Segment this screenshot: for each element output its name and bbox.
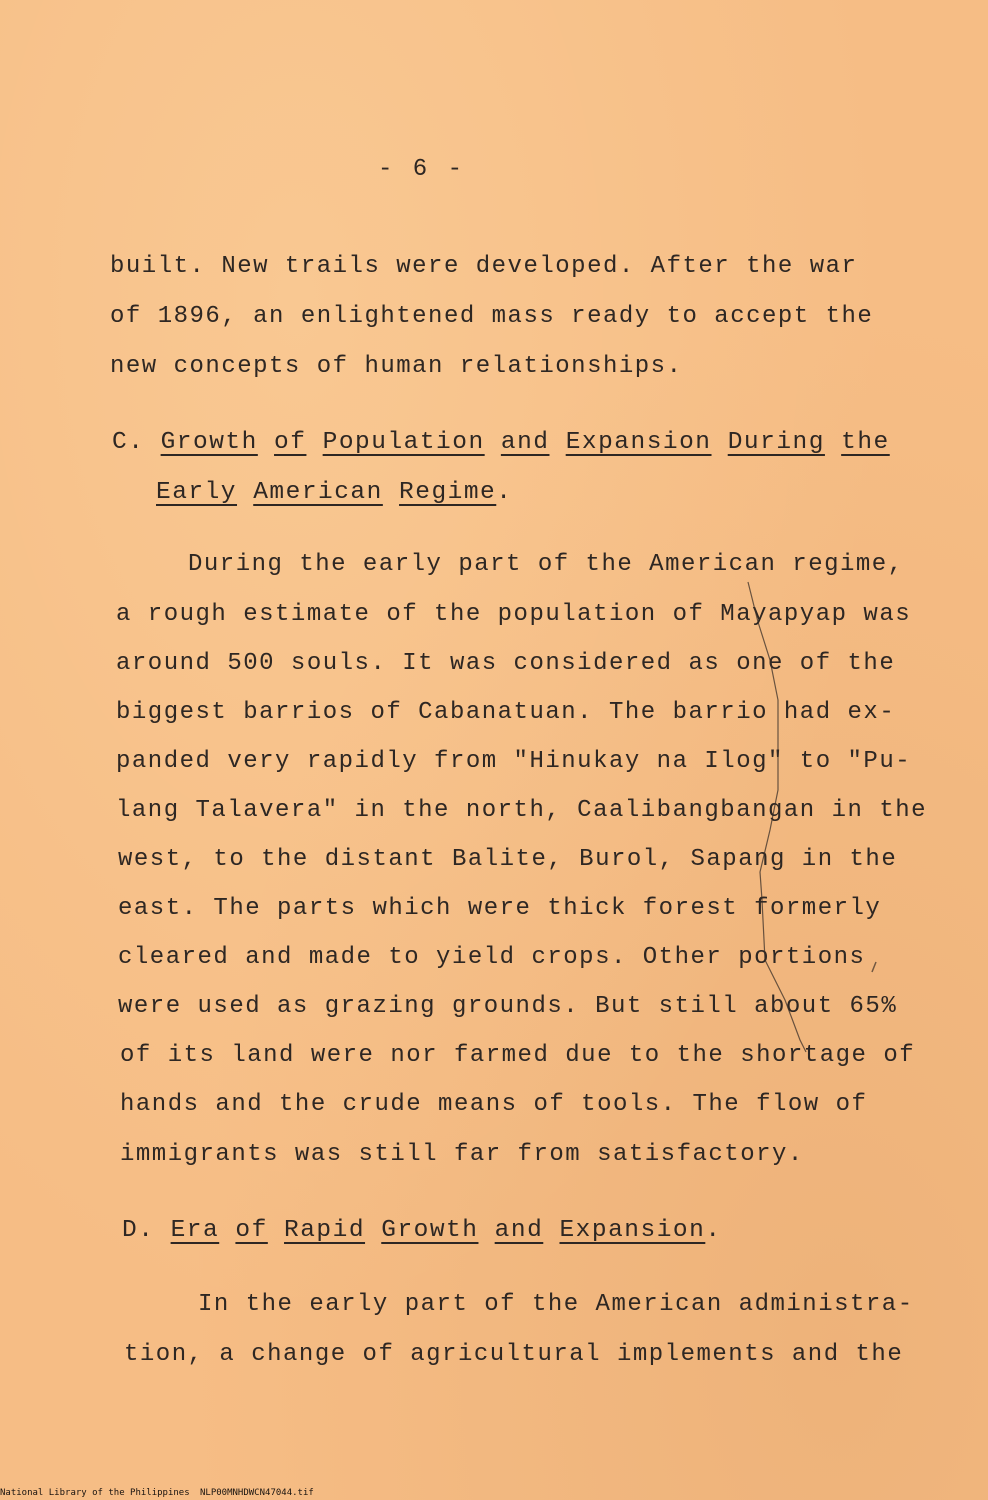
page-number: - 6 - bbox=[378, 156, 466, 183]
paragraph2-line-13: immigrants was still far from satisfactory. bbox=[120, 1141, 804, 1168]
paragraph2-line-11: of its land were nor farmed due to the shortage of bbox=[120, 1042, 916, 1069]
heading-c-word: the bbox=[841, 429, 890, 456]
paragraph2-line-2: a rough estimate of the population of Mayapyap was bbox=[116, 601, 912, 628]
heading-c-line-2 bbox=[156, 478, 512, 508]
footer-library: National Library of the Philippines bbox=[0, 1488, 190, 1498]
paragraph2-line-12: hands and the crude means of tools. The flow of bbox=[120, 1091, 868, 1118]
pencil-mark-comma bbox=[872, 962, 876, 972]
heading-c-word: Early bbox=[156, 479, 238, 506]
heading-d-word: Expansion bbox=[559, 1217, 706, 1244]
heading-d-label: D. bbox=[122, 1217, 155, 1244]
paragraph3-line-2: tion, a change of agricultural implements and the bbox=[124, 1341, 904, 1368]
heading-d-word: of bbox=[235, 1217, 268, 1244]
heading-d-word: Era bbox=[170, 1217, 220, 1244]
paragraph2-line-8: east. The parts which were thick forest formerly bbox=[118, 895, 882, 922]
heading-c-word: Expansion bbox=[565, 429, 712, 456]
paragraph1-line-3: new concepts of human relationships. bbox=[110, 353, 683, 380]
heading-c-word: Growth bbox=[160, 429, 258, 456]
heading-d bbox=[122, 1216, 722, 1246]
heading-c-word: During bbox=[727, 429, 825, 456]
heading-c-word: Population bbox=[322, 429, 485, 456]
paragraph3-line-1: In the early part of the American administra- bbox=[198, 1291, 914, 1318]
heading-d-word: Growth bbox=[381, 1217, 479, 1244]
paragraph1-line-2: of 1896, an enlightened mass ready to accept the bbox=[110, 303, 874, 330]
heading-c-word: of bbox=[274, 429, 307, 456]
paragraph2-line-7: west, to the distant Balite, Burol, Sapang in the bbox=[118, 846, 898, 873]
paragraph1-line-1: built. New trails were developed. After the war bbox=[110, 253, 858, 280]
heading-d-word: Rapid bbox=[284, 1217, 366, 1244]
footer-file-id: NLP00MNHDWCN47044.tif bbox=[200, 1488, 314, 1498]
heading-d-end: . bbox=[705, 1217, 722, 1244]
paragraph2-line-9: cleared and made to yield crops. Other portions bbox=[118, 944, 866, 971]
heading-c-line-1 bbox=[112, 428, 890, 458]
paragraph2-line-4: biggest barrios of Cabanatuan. The barrio had ex- bbox=[116, 699, 896, 726]
heading-d-word: and bbox=[494, 1217, 544, 1244]
paragraph2-line-10: were used as grazing grounds. But still about 65% bbox=[118, 993, 898, 1020]
heading-c-word: American bbox=[253, 479, 383, 506]
heading-c-end: . bbox=[496, 479, 513, 506]
heading-c-word: and bbox=[500, 429, 550, 456]
paragraph2-line-3: around 500 souls. It was considered as one of the bbox=[116, 650, 896, 677]
paragraph2-line-1: During the early part of the American regime, bbox=[188, 551, 904, 578]
paragraph2-line-5: panded very rapidly from "Hinukay na Ilog" to "Pu- bbox=[116, 748, 912, 775]
heading-c-word: Regime bbox=[399, 479, 497, 506]
heading-c-label: C. bbox=[112, 429, 145, 456]
paragraph2-line-6: lang Talavera" in the north, Caalibangbangan in the bbox=[116, 797, 928, 824]
